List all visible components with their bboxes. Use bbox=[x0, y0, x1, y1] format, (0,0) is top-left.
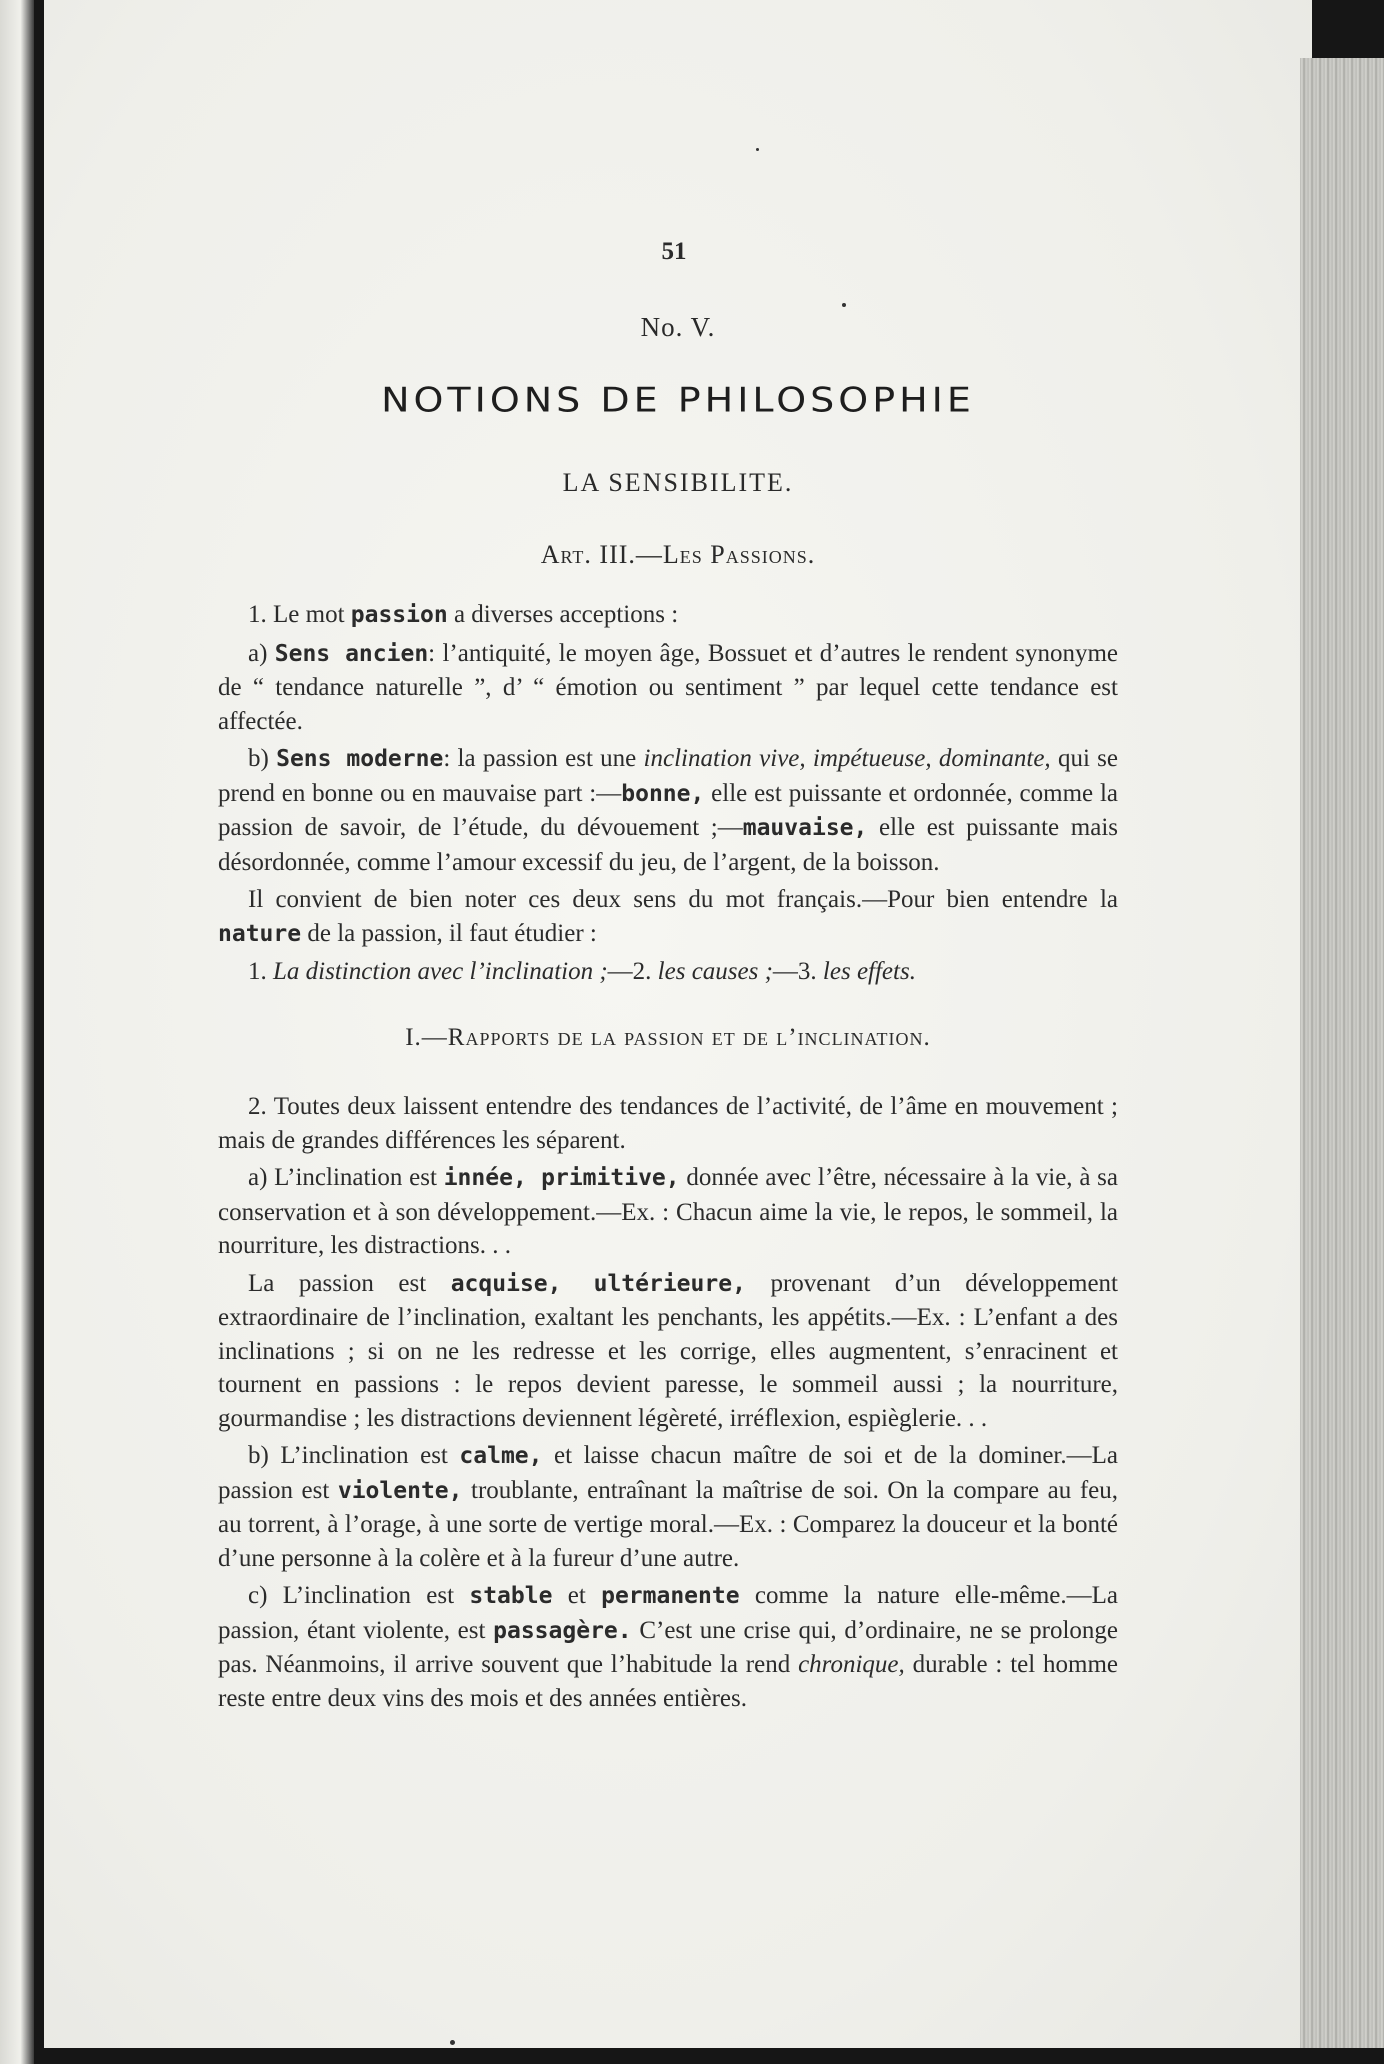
subheading: I.—Rapports de la passion et de l’inclination. bbox=[405, 1023, 931, 1051]
paragraph-c: Il convient de bien noter ces deux sens du mot français.—Pour bien entendre la nature de la passion, il faut étudier : bbox=[218, 886, 1118, 947]
page-number: 51 bbox=[661, 238, 687, 265]
paragraph-2: 2. Toutes deux laissent entendre des tendances de l’activité, de l’âme en mouvement ; mais de grandes différences les séparent. bbox=[218, 1093, 1118, 1154]
paragraph-4: La passion est acquise, ultérieure, provenant d’un développement extraordinaire de l’inclination, exaltant les penchants, les appétits.—Ex. : L’enfant a des inclinations ; si on ne les redresse et les corrige, elles augmentent, s’enracinent et tournent en passions : le repos devient paresse, le sommeil aussi ; la nourriture, gourmandise ; les distractions deviennent légèreté, irréflexion, espièglerie. . . bbox=[218, 1269, 1118, 1432]
paragraph-1: 1. Le mot passion a diverses acceptions : bbox=[248, 601, 679, 628]
dust-speck bbox=[842, 303, 846, 307]
section-title: LA SENSIBILITE. bbox=[562, 468, 794, 497]
body-text bbox=[218, 598, 1118, 1719]
book-page bbox=[44, 0, 1312, 2048]
page-title: NOTIONS DE PHILOSOPHIE bbox=[381, 380, 975, 420]
paragraph-6: c) L’inclination est stable et permanente comme la nature elle-même.—La passion, étant violente, est passagère. C’est une crise qui, d’ordinaire, ne se prolonge pas. Néanmoins, il arrive souvent que l’habitude la rend chronique, durable : tel homme reste entre deux vins des mois et des années entières. bbox=[218, 1582, 1119, 1712]
paragraph-5: b) L’inclination est calme, et laisse chacun maître de soi et de la dominer.—La passion est violente, troublante, entraînant la maîtrise de soi. On la compare au feu, au torrent, à l’orage, à une sorte de vertige moral.—Ex. : Comparez la douceur et la bonté d’une personne à la colère et à la fureur d’une autre. bbox=[218, 1442, 1118, 1572]
dust-speck bbox=[756, 148, 759, 151]
paragraph-d: 1. La distinction avec l’inclination ;—2. les causes ;—3. les effets. bbox=[248, 958, 916, 985]
facing-page-edge bbox=[0, 0, 34, 2064]
paragraph-b: b) Sens moderne: la passion est une inclination vive, impétueuse, dominante, qui se prend en bonne ou en mauvaise part :—bonne, elle est puissante et ordonnée, comme la passion de savoir, de l’étude, du dévouement ;—mauvaise, elle est puissante mais désordonnée, comme l’amour excessif du jeu, de l’argent, de la boisson. bbox=[218, 745, 1119, 876]
book-page-edges bbox=[1300, 58, 1384, 2048]
document-number: No. V. bbox=[640, 312, 716, 342]
article-title: Art. III.—Les Passions. bbox=[540, 540, 816, 569]
dust-speck bbox=[450, 2040, 455, 2045]
paragraph-3: a) L’inclination est innée, primitive, donnée avec l’être, nécessaire à la vie, à sa conservation et à son développement.—Ex. : Chacun aime la vie, le repos, le sommeil, la nourriture, les distractions. . . bbox=[218, 1164, 1118, 1259]
paragraph-a: a) Sens ancien: l’antiquité, le moyen âge, Bossuet et d’autres le rendent synonyme de “ tendance naturelle ”, d’ “ émotion ou sentiment ” par lequel cette tendance est affectée. bbox=[218, 639, 1118, 735]
